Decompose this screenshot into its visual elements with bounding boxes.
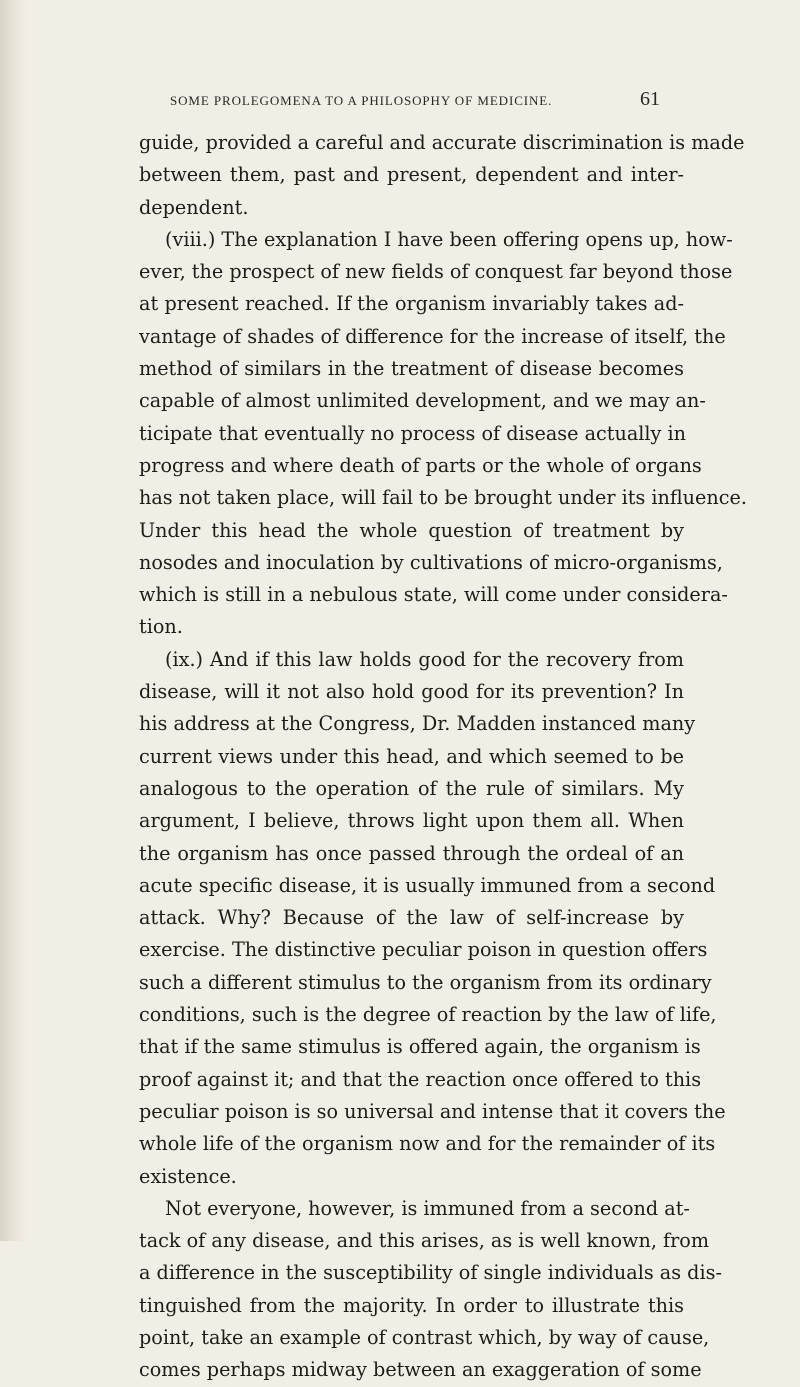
text-line: a difference in the susceptibility of single individuals as dis- <box>139 1261 722 1285</box>
page-number: 61 <box>640 88 660 110</box>
text-line: at present reached. If the organism invariably takes ad- <box>139 292 684 316</box>
text-line: existence. <box>139 1164 237 1188</box>
text-line: method of similars in the treatment of disease becomes <box>139 357 684 381</box>
text-line: such a different stimulus to the organism from its ordinary <box>139 970 712 994</box>
text-line: the organism has once passed through the ordeal of an <box>139 841 684 865</box>
text-line: has not taken place, will fail to be brought under its influence. <box>139 486 747 510</box>
text-line: which is still in a nebulous state, will come under considera- <box>139 583 728 607</box>
text-line: conditions, such is the degree of reaction by the law of life, <box>139 1003 717 1027</box>
text-line: exercise. The distinctive peculiar poison in question offers <box>139 938 708 962</box>
text-line: tion. <box>139 615 183 639</box>
running-header: SOME PROLEGOMENA TO A PHILOSOPHY OF MEDICINE. <box>170 93 553 108</box>
text-line: dependent. <box>139 195 249 219</box>
text-line: nosodes and inoculation by cultivations of micro-organisms, <box>139 550 723 574</box>
text-line: peculiar poison is so universal and intense that it covers the <box>139 1099 726 1123</box>
text-line: (viii.) The explanation I have been offering opens up, how- <box>165 227 733 251</box>
text-line: disease, will it not also hold good for its prevention? In <box>139 680 684 704</box>
text-line: that if the same stimulus is offered again, the organism is <box>139 1035 701 1059</box>
text-line: ever, the prospect of new fields of conquest far beyond those <box>139 260 733 284</box>
text-line: acute specific disease, it is usually immuned from a second <box>139 873 716 897</box>
text-line: whole life of the organism now and for the remainder of its <box>139 1132 716 1156</box>
text-line: capable of almost unlimited development, and we may an- <box>139 389 706 413</box>
text-line: his address at the Congress, Dr. Madden instanced many <box>139 712 696 736</box>
text-line: between them, past and present, dependent and inter- <box>139 163 684 187</box>
text-line: progress and where death of parts or the whole of organs <box>139 453 702 477</box>
text-line: guide, provided a careful and accurate discrimination is made <box>139 131 745 154</box>
text-line: comes perhaps midway between an exaggeration of some <box>139 1358 702 1382</box>
page-spine-shadow <box>0 0 28 1241</box>
text-line: proof against it; and that the reaction once offered to this <box>139 1067 702 1091</box>
text-line: tack of any disease, and this arises, as is well known, from <box>139 1229 710 1253</box>
text-line: point, take an example of contrast which, by way of cause, <box>139 1325 710 1349</box>
text-line: tinguished from the majority. In order to illustrate this <box>139 1293 684 1317</box>
text-line: argument, I believe, throws light upon them all. When <box>139 809 684 833</box>
body-text <box>139 127 747 1387</box>
text-line: attack. Why? Because of the law of self-increase by <box>139 906 684 930</box>
text-line: ticipate that eventually no process of disease actually in <box>139 421 686 445</box>
text-line: vantage of shades of difference for the increase of itself, the <box>139 324 726 348</box>
text-line: (ix.) And if this law holds good for the recovery from <box>165 647 684 671</box>
text-line: Not everyone, however, is immuned from a second at- <box>165 1196 690 1220</box>
text-line: analogous to the operation of the rule of similars. My <box>139 776 684 800</box>
text-line: Under this head the whole question of treatment by <box>139 518 684 542</box>
text-line: current views under this head, and which seemed to be <box>139 744 684 768</box>
